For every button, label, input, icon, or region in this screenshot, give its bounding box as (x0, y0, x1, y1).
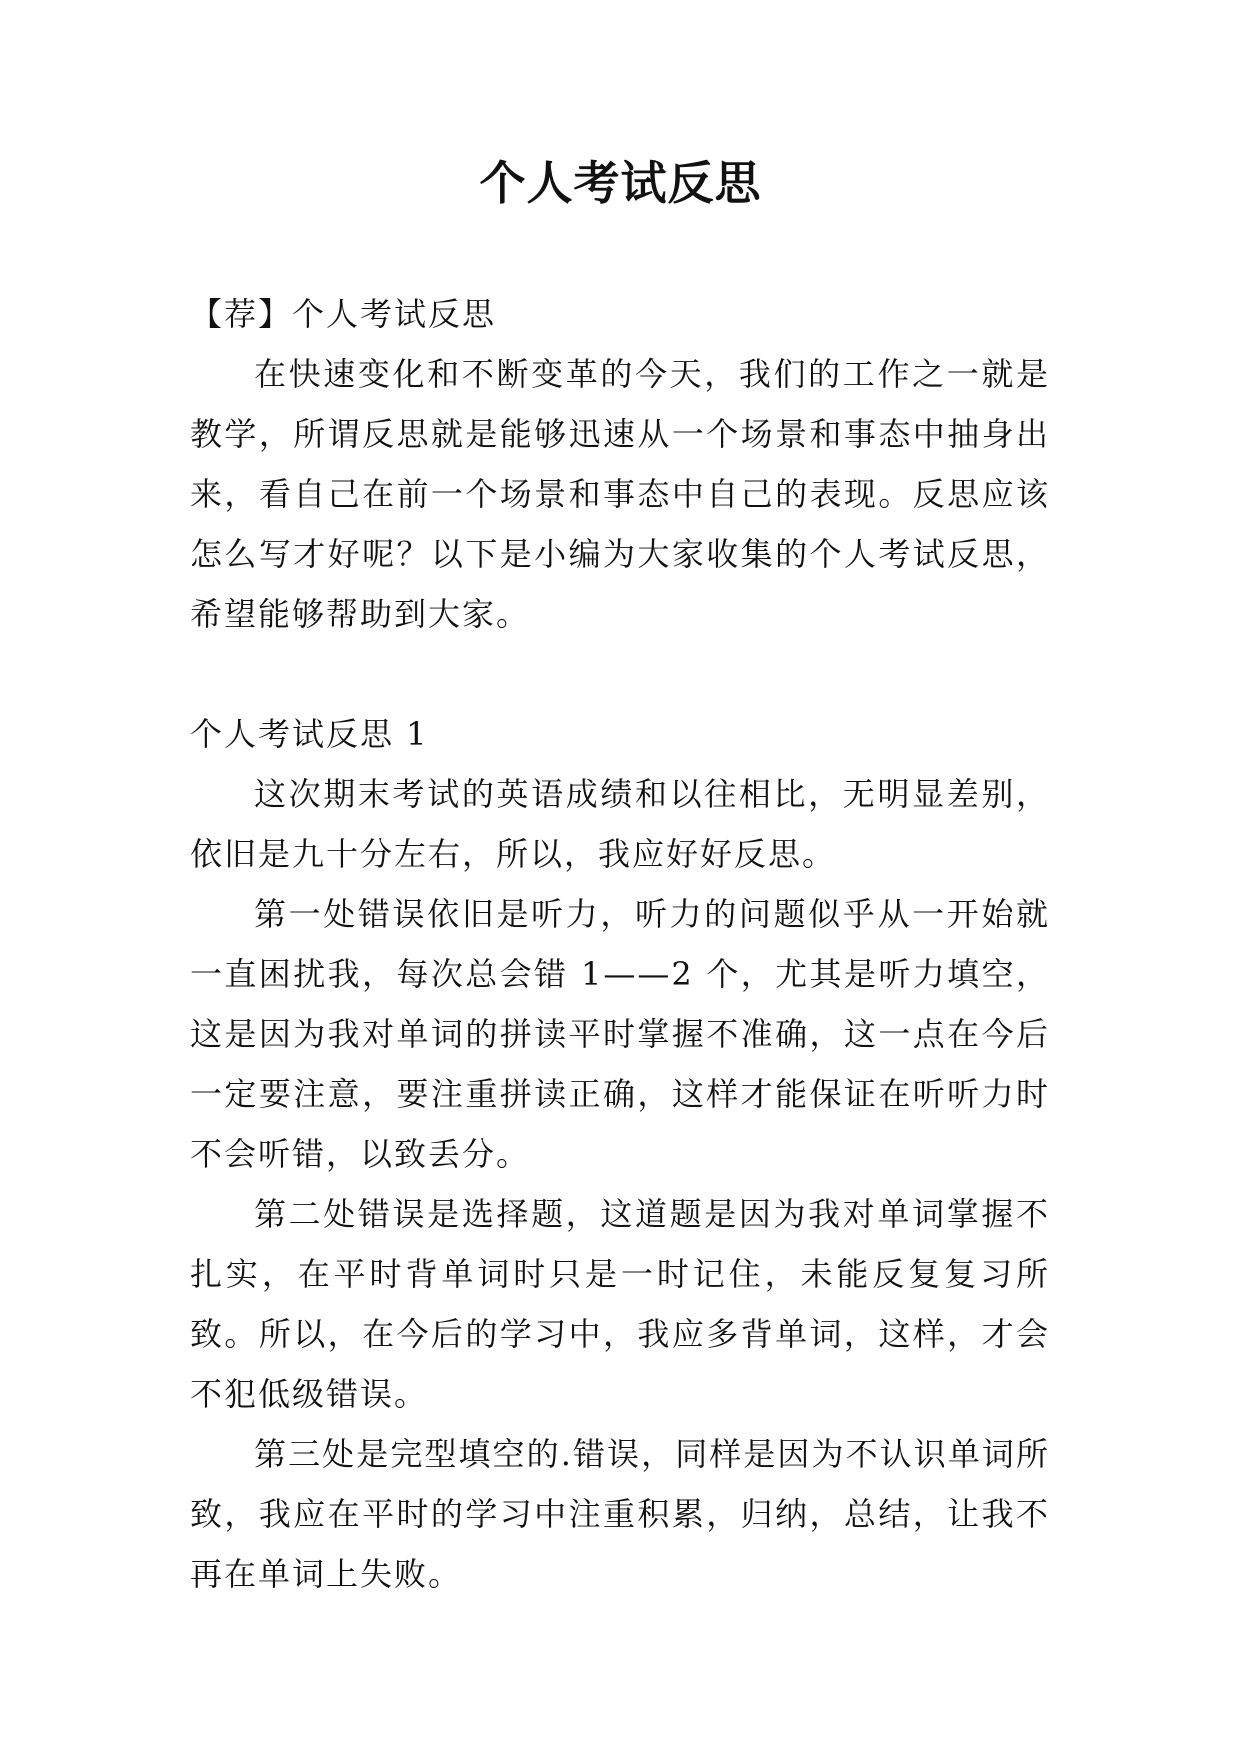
body-paragraph: 这次期末考试的英语成绩和以往相比，无明显差别，依旧是九十分左右，所以，我应好好反思。 (190, 775, 1050, 873)
intro-heading: 【荐】个人考试反思 (190, 295, 497, 333)
body-paragraph: 第一处错误依旧是听力，听力的问题似乎从一开始就一直困扰我，每次总会错 1——2 个，尤其是听力填空，这是因为我对单词的拼读平时掌握不准确，这一点在今后一定要注意，要注重拼读正确，这样才能保证在听听力时不会听错，以致丢分。 (190, 895, 1050, 1173)
body-paragraph: 第三处是完型填空的.错误，同样是因为不认识单词所致，我应在平时的学习中注重积累，归纳，总结，让我不再在单词上失败。 (190, 1435, 1050, 1593)
document-title: 个人考试反思 (479, 156, 762, 210)
body-paragraph: 第二处错误是选择题，这道题是因为我对单词掌握不扎实，在平时背单词时只是一时记住，未能反复复习所致。所以，在今后的学习中，我应多背单词，这样，才会不犯低级错误。 (190, 1195, 1050, 1413)
intro-paragraph: 在快速变化和不断变革的今天，我们的工作之一就是教学，所谓反思就是能够迅速从一个场景和事态中抽身出来，看自己在前一个场景和事态中自己的表现。反思应该怎么写才好呢？以下是小编为大家收集的个人考试反思，希望能够帮助到大家。 (190, 355, 1050, 633)
section-spacer (190, 644, 1050, 704)
document-body (190, 284, 1050, 1604)
section-heading: 个人考试反思 1 (190, 715, 429, 753)
